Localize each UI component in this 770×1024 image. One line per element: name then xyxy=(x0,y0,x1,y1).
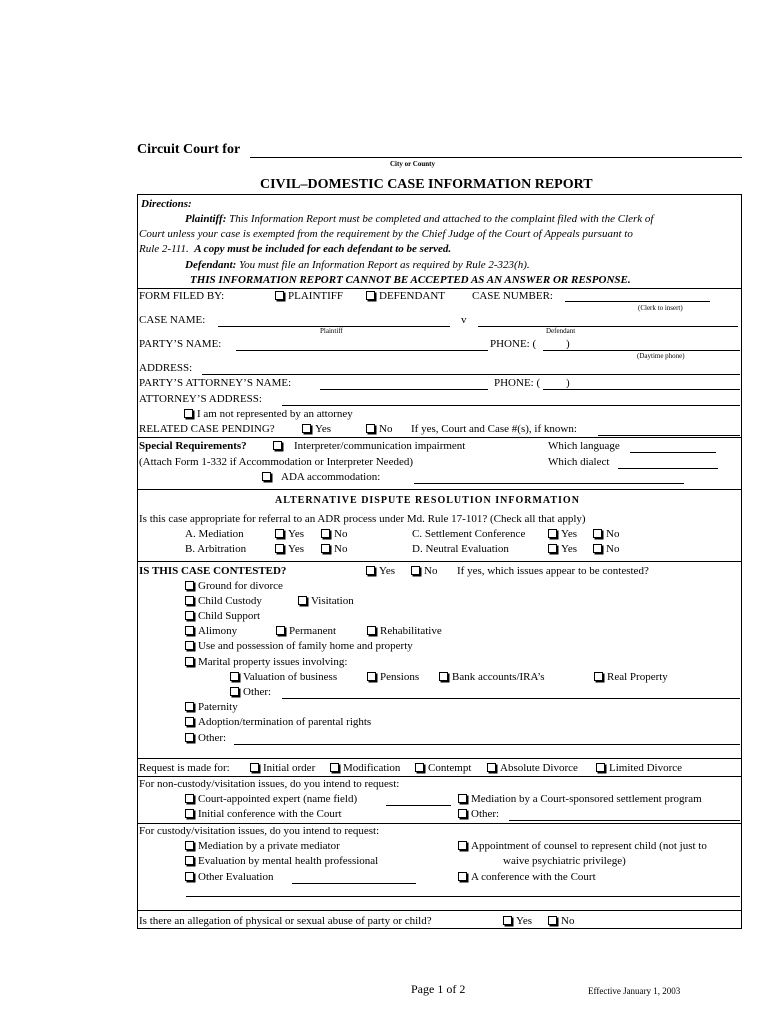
issue-adoption[interactable]: Adoption/termination of parental rights xyxy=(185,716,371,729)
case-number-label: CASE NUMBER: xyxy=(472,290,553,302)
attorney-name-field[interactable] xyxy=(320,377,488,390)
partys-name-field[interactable] xyxy=(236,338,488,351)
waive-privilege-text: waive psychiatric privilege) xyxy=(503,855,626,867)
issue-other[interactable]: Other: xyxy=(185,732,226,745)
valuation-checkbox[interactable] xyxy=(230,672,239,681)
issue-real-property[interactable]: Real Property xyxy=(594,671,668,684)
attorney-address-field[interactable] xyxy=(282,393,740,406)
marital-other-field[interactable] xyxy=(282,686,740,699)
limited-divorce-checkbox[interactable] xyxy=(596,763,605,772)
interpreter-checkbox[interactable] xyxy=(273,441,282,450)
issue-valuation[interactable]: Valuation of business xyxy=(230,671,337,684)
issue-visitation[interactable]: Visitation xyxy=(298,595,354,608)
adr-mediation-label: A. Mediation xyxy=(185,528,244,540)
case-plaintiff-field[interactable] xyxy=(218,314,450,327)
page-title: CIVIL–DOMESTIC CASE INFORMATION REPORT xyxy=(260,177,593,192)
page-number: Page 1 of 2 xyxy=(411,982,466,996)
request-initial-conference[interactable]: Initial conference with the Court xyxy=(185,808,342,821)
issue-use-possession[interactable]: Use and possession of family home and property xyxy=(185,640,413,653)
issue-alimony[interactable]: Alimony xyxy=(185,625,237,638)
issue-marital-property[interactable]: Marital property issues involving: xyxy=(185,656,347,669)
related-case-label: RELATED CASE PENDING? xyxy=(139,423,275,435)
warning-text: THIS INFORMATION REPORT CANNOT BE ACCEPTED AS AN ANSWER OR RESPONSE. xyxy=(190,274,631,286)
contested-heading: IS THIS CASE CONTESTED? xyxy=(139,565,287,577)
attach-form-note: (Attach Form 1-332 if Accommodation or Interpreter Needed) xyxy=(139,456,413,468)
request-modification[interactable]: Modification xyxy=(330,762,400,775)
not-represented[interactable]: I am not represented by an attorney xyxy=(184,408,353,421)
adr-arbitration-yes[interactable]: Yes xyxy=(275,543,304,556)
paternity-checkbox[interactable] xyxy=(185,702,194,711)
adr-arbitration-no[interactable]: No xyxy=(321,543,347,556)
case-defendant-field[interactable] xyxy=(478,314,738,327)
request-label: Request is made for: xyxy=(139,762,230,774)
mental-eval-checkbox[interactable] xyxy=(185,856,194,865)
other-eval-checkbox[interactable] xyxy=(185,872,194,881)
case-name-label: CASE NAME: xyxy=(139,314,206,326)
filed-by-plaintiff[interactable]: PLAINTIFF xyxy=(275,290,343,303)
request-initial-order[interactable]: Initial order xyxy=(250,762,315,775)
interpreter-option[interactable]: Interpreter/communication impairment xyxy=(273,440,465,453)
related-if-yes-label: If yes, Court and Case #(s), if known: xyxy=(411,423,577,435)
contested-if-yes: If yes, which issues appear to be contested? xyxy=(457,565,649,577)
address-label: ADDRESS: xyxy=(139,362,193,374)
request-contempt[interactable]: Contempt xyxy=(415,762,471,775)
special-req-heading: Special Requirements? xyxy=(139,440,247,452)
clerk-caption: (Clerk to insert) xyxy=(638,304,683,312)
settlement-yes-checkbox[interactable] xyxy=(548,529,557,538)
defendant-caption: Defendant xyxy=(546,327,576,335)
private-mediator-checkbox[interactable] xyxy=(185,841,194,850)
absolute-divorce-checkbox[interactable] xyxy=(487,763,496,772)
related-no-checkbox[interactable] xyxy=(366,424,375,433)
abuse-no[interactable]: No xyxy=(548,915,574,928)
real-property-checkbox[interactable] xyxy=(594,672,603,681)
neutral-yes-checkbox[interactable] xyxy=(548,544,557,553)
adr-heading: ALTERNATIVE DISPUTE RESOLUTION INFORMATION xyxy=(275,495,580,506)
custody-question: For custody/visitation issues, do you intend to request: xyxy=(139,825,380,837)
adr-neutral-no[interactable]: No xyxy=(593,543,619,556)
request-conference-court[interactable]: A conference with the Court xyxy=(458,871,596,884)
noncustody-other-checkbox[interactable] xyxy=(458,809,467,818)
arbitration-no-checkbox[interactable] xyxy=(321,544,330,553)
issue-marital-other[interactable]: Other: xyxy=(230,686,271,699)
permanent-checkbox[interactable] xyxy=(276,626,285,635)
request-absolute-divorce[interactable]: Absolute Divorce xyxy=(487,762,578,775)
attorney-phone-field[interactable] xyxy=(543,377,740,390)
adr-settlement-label: C. Settlement Conference xyxy=(412,528,526,540)
issue-other-field[interactable] xyxy=(234,732,740,745)
party-phone-field[interactable] xyxy=(543,338,740,351)
adr-neutral-yes[interactable]: Yes xyxy=(548,543,577,556)
related-court-field[interactable] xyxy=(598,423,740,436)
adr-mediation-yes[interactable]: Yes xyxy=(275,528,304,541)
request-court-expert[interactable]: Court-appointed expert (name field) xyxy=(185,793,357,806)
issue-other-checkbox[interactable] xyxy=(185,733,194,742)
abuse-yes[interactable]: Yes xyxy=(503,915,532,928)
defendant-directions: Defendant: You must file an Information Report as required by Rule 2-323(h). xyxy=(185,259,530,271)
initial-order-checkbox[interactable] xyxy=(250,763,259,772)
versus-label: v xyxy=(461,314,467,326)
modification-checkbox[interactable] xyxy=(330,763,339,772)
city-county-field[interactable] xyxy=(250,143,742,158)
abuse-yes-checkbox[interactable] xyxy=(503,916,512,925)
court-expert-field[interactable] xyxy=(386,793,451,806)
visitation-checkbox[interactable] xyxy=(298,596,307,605)
adr-arbitration-label: B. Arbitration xyxy=(185,543,247,555)
issue-pensions[interactable]: Pensions xyxy=(367,671,419,684)
ground-divorce-checkbox[interactable] xyxy=(185,581,194,590)
adr-mediation-no[interactable]: No xyxy=(321,528,347,541)
related-yes-checkbox[interactable] xyxy=(302,424,311,433)
which-dialect-label: Which dialect xyxy=(548,456,610,468)
filed-by-defendant[interactable]: DEFENDANT xyxy=(366,290,445,303)
use-possession-checkbox[interactable] xyxy=(185,641,194,650)
mediation-yes-checkbox[interactable] xyxy=(275,529,284,538)
child-support-checkbox[interactable] xyxy=(185,611,194,620)
adr-neutral-label: D. Neutral Evaluation xyxy=(412,543,509,555)
non-custody-question: For non-custody/visitation issues, do you intend to request: xyxy=(139,778,400,790)
directions-heading: Directions: xyxy=(141,198,192,210)
request-appointment-counsel[interactable]: Appointment of counsel to represent child (not just to xyxy=(458,840,707,853)
attorney-address-label: ATTORNEY’S ADDRESS: xyxy=(139,393,262,405)
court-expert-checkbox[interactable] xyxy=(185,794,194,803)
case-number-field[interactable] xyxy=(565,290,710,302)
ada-option[interactable]: ADA accommodation: xyxy=(262,471,380,484)
appointment-counsel-checkbox[interactable] xyxy=(458,841,467,850)
issue-bank-accounts[interactable]: Bank accounts/IRA’s xyxy=(439,671,545,684)
daytime-phone-caption: (Daytime phone) xyxy=(637,352,685,360)
contested-yes[interactable]: Yes xyxy=(366,565,395,578)
noncustody-other-field[interactable] xyxy=(509,808,740,821)
adoption-checkbox[interactable] xyxy=(185,717,194,726)
which-dialect-field[interactable] xyxy=(618,456,718,469)
issue-paternity[interactable]: Paternity xyxy=(185,701,238,714)
contested-no[interactable]: No xyxy=(411,565,437,578)
arbitration-yes-checkbox[interactable] xyxy=(275,544,284,553)
contested-no-checkbox[interactable] xyxy=(411,566,420,575)
court-label: Circuit Court for xyxy=(137,142,241,157)
related-no[interactable]: No xyxy=(366,423,392,436)
rehabilitative-checkbox[interactable] xyxy=(367,626,376,635)
abuse-question: Is there an allegation of physical or sexual abuse of party or child? xyxy=(139,915,432,927)
custody-extra-field[interactable] xyxy=(186,886,740,897)
ada-field[interactable] xyxy=(414,471,684,484)
bank-accounts-checkbox[interactable] xyxy=(439,672,448,681)
conference-court-checkbox[interactable] xyxy=(458,872,467,881)
plaintiff-directions-label: Plaintiff: xyxy=(185,213,227,225)
abuse-no-checkbox[interactable] xyxy=(548,916,557,925)
contempt-checkbox[interactable] xyxy=(415,763,424,772)
alimony-checkbox[interactable] xyxy=(185,626,194,635)
issue-ground-divorce[interactable]: Ground for divorce xyxy=(185,580,283,593)
defendant-checkbox[interactable] xyxy=(366,291,375,300)
not-represented-checkbox[interactable] xyxy=(184,409,193,418)
adr-question: Is this case appropriate for referral to an ADR process under Md. Rule 17-101? (Check all that apply) xyxy=(139,513,586,525)
request-limited-divorce[interactable]: Limited Divorce xyxy=(596,762,682,775)
party-phone-close: ) xyxy=(566,338,570,350)
form-filed-by-label: FORM FILED BY: xyxy=(139,290,225,302)
settlement-no-checkbox[interactable] xyxy=(593,529,602,538)
marital-property-checkbox[interactable] xyxy=(185,657,194,666)
issue-permanent[interactable]: Permanent xyxy=(276,625,336,638)
attorney-phone-label: PHONE: ( xyxy=(494,377,541,389)
attorney-name-label: PARTY’S ATTORNEY’S NAME: xyxy=(139,377,292,389)
ada-checkbox[interactable] xyxy=(262,472,271,481)
issue-child-custody[interactable]: Child Custody xyxy=(185,595,262,608)
child-custody-checkbox[interactable] xyxy=(185,596,194,605)
plaintiff-checkbox[interactable] xyxy=(275,291,284,300)
plaintiff-directions-3: Rule 2-111. A copy must be included for each defendant to be served. xyxy=(139,243,452,255)
issue-child-support[interactable]: Child Support xyxy=(185,610,260,623)
initial-conference-checkbox[interactable] xyxy=(185,809,194,818)
related-yes[interactable]: Yes xyxy=(302,423,331,436)
request-private-mediator[interactable]: Mediation by a private mediator xyxy=(185,840,340,853)
request-mental-eval[interactable]: Evaluation by mental health professional xyxy=(185,855,378,868)
party-phone-label: PHONE: ( xyxy=(490,338,537,350)
contested-yes-checkbox[interactable] xyxy=(366,566,375,575)
plaintiff-caption: Plaintiff xyxy=(320,327,343,335)
adr-settlement-no[interactable]: No xyxy=(593,528,619,541)
request-other-eval[interactable]: Other Evaluation xyxy=(185,871,273,884)
pensions-checkbox[interactable] xyxy=(367,672,376,681)
request-noncustody-other[interactable]: Other: xyxy=(458,808,499,821)
effective-date: Effective January 1, 2003 xyxy=(588,986,681,996)
adr-settlement-yes[interactable]: Yes xyxy=(548,528,577,541)
other-eval-field[interactable] xyxy=(292,871,416,884)
partys-name-label: PARTY’S NAME: xyxy=(139,338,222,350)
which-language-label: Which language xyxy=(548,440,620,452)
mediation-court-checkbox[interactable] xyxy=(458,794,467,803)
city-county-caption: City or County xyxy=(390,160,435,168)
plaintiff-directions-1: Plaintiff: This Information Report must be completed and attached to the complaint filed with the Clerk of xyxy=(185,213,654,225)
plaintiff-directions-2: Court unless your case is exempted from the requirement by the Chief Judge of the Court of Appeals pursuant to xyxy=(139,228,633,240)
neutral-no-checkbox[interactable] xyxy=(593,544,602,553)
request-mediation-court[interactable]: Mediation by a Court-sponsored settlement program xyxy=(458,793,702,806)
issue-rehabilitative[interactable]: Rehabilitative xyxy=(367,625,442,638)
marital-other-checkbox[interactable] xyxy=(230,687,239,696)
address-field[interactable] xyxy=(202,362,740,375)
mediation-no-checkbox[interactable] xyxy=(321,529,330,538)
attorney-phone-close: ) xyxy=(566,377,570,389)
which-language-field[interactable] xyxy=(630,440,716,453)
